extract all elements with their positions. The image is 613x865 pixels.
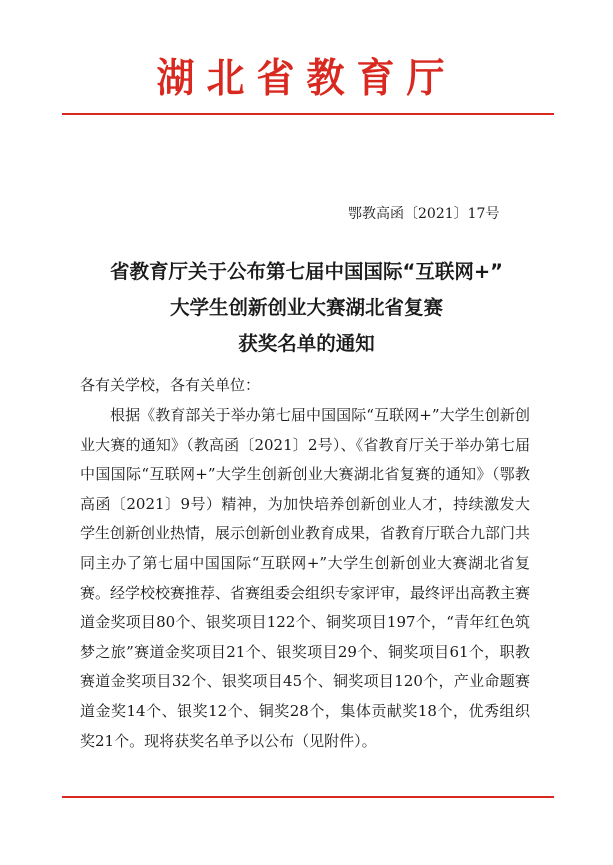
letterhead-title: 湖北省教育厅 — [156, 53, 457, 102]
body-paragraph: 根据《教育部关于举办第七届中国国际“互联网+”大学生创新创业大赛的通知》（教高函〔2021〕2号）、《省教育厅关于举办第七届中国国际“互联网+”大学生创新创业大赛湖北省复赛的通知》（鄂教高函〔2021〕9号）精神，为加快培养创新创业人才，持续激发大学生创新创业热情，展示创新创业教育成果，省教育厅联合九部门共同主办了第七届中国国际“互联网+”大学生创新创业大赛湖北省复赛。经学校校赛推荐、省赛组委会组织专家评审，最终评出高教主赛道金奖项目80个、银奖项目122个、铜奖项目197个，“青年红色筑梦之旅”赛道金奖项目21个、银奖项目29个、铜奖项目61个，职教赛道金奖项目32个、银奖项目45个、铜奖项目120个，产业命题赛道金奖14个、银奖12个、铜奖28个，集体贡献奖18个，优秀组织奖21个。现将获奖名单予以公布（见附件）。 — [80, 406, 531, 750]
document-title-line-2: 大学生创新创业大赛湖北省复赛 — [169, 296, 443, 319]
salutation: 各有关学校，各有关单位： — [80, 376, 261, 394]
document-number: 鄂教高函〔2021〕17号 — [348, 206, 500, 222]
document-title-line-3: 获奖名单的通知 — [238, 332, 375, 355]
document-title-line-1: 省教育厅关于公布第七届中国国际“互联网+” — [110, 260, 503, 283]
footer-red-rule — [62, 796, 554, 798]
document-title — [60, 254, 553, 362]
letterhead-red-rule — [62, 113, 554, 115]
